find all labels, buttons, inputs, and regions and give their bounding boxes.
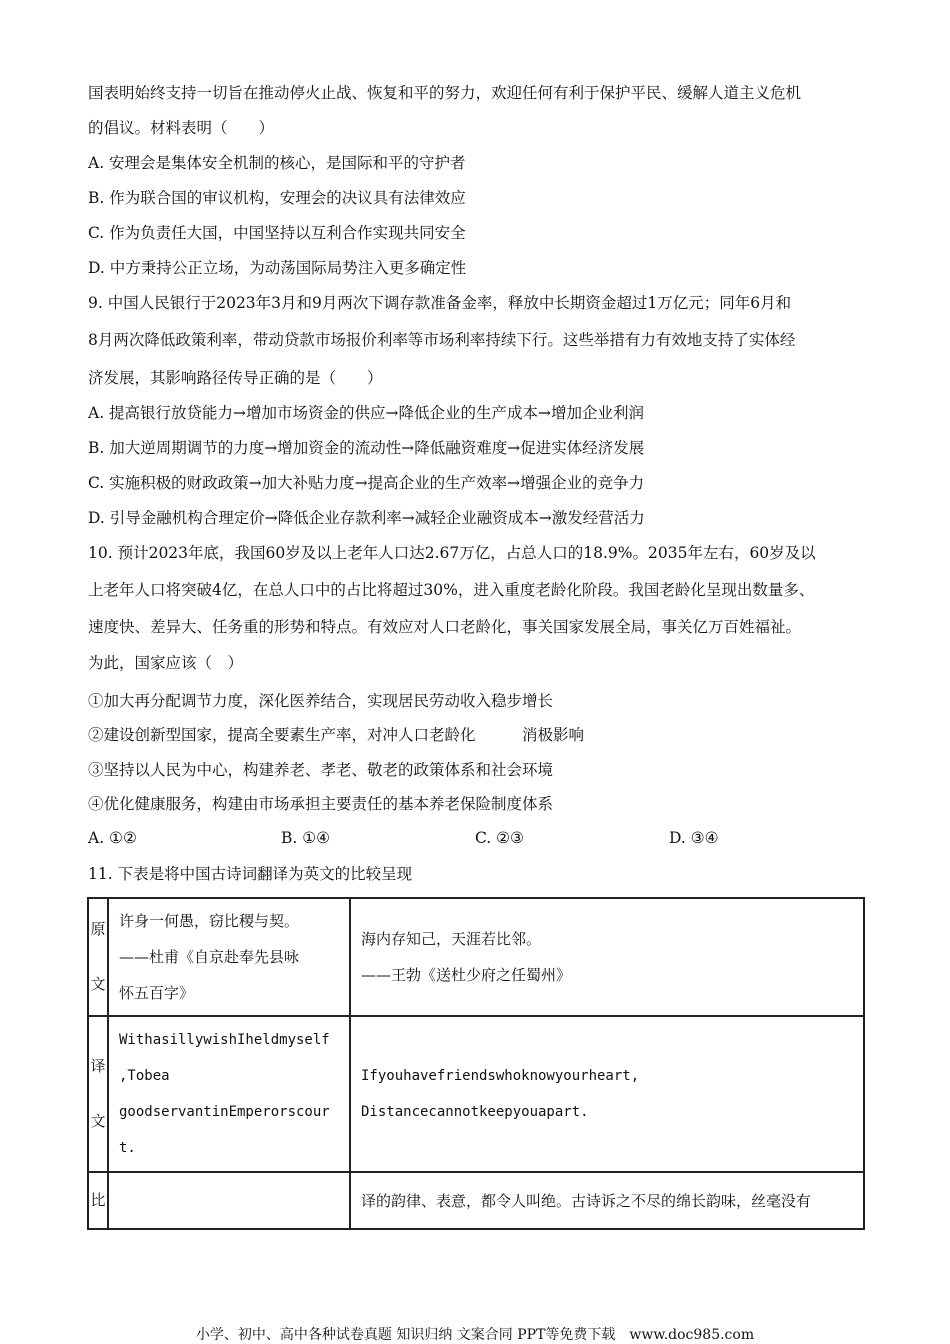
cell-line: ——王勃《送杜少府之任蜀州》 bbox=[361, 966, 572, 984]
table-row-translation bbox=[88, 1016, 864, 1172]
table-cell bbox=[350, 1016, 864, 1172]
cell-line: WithasillywishIheldmyself bbox=[119, 1032, 330, 1048]
cell-line: t. bbox=[119, 1140, 136, 1156]
q9-option-d: D. 引导金融机构合理定价→降低企业存款利率→减轻企业融资成本→激发经营活力 bbox=[88, 509, 645, 527]
q10-text-line: 上老年人口将突破4亿，在总人口中的占比将超过30%，进入重度老龄化阶段。我国老龄化呈现出数量多、 bbox=[88, 581, 815, 599]
q9-text-line: 济发展，其影响路径传导正确的是（ ） bbox=[88, 369, 383, 387]
q10-statement-4: ④优化健康服务，构建由市场承担主要责任的基本养老保险制度体系 bbox=[88, 795, 554, 813]
table-cell bbox=[350, 898, 864, 1016]
q9-option-b: B. 加大逆周期调节的力度→增加资金的流动性→降低融资难度→促进实体经济发展 bbox=[88, 439, 645, 457]
table-cell bbox=[108, 1016, 350, 1172]
q9-option-c: C. 实施积极的财政政策→加大补贴力度→提高企业的生产效率→增强企业的竞争力 bbox=[88, 474, 645, 492]
cell-line: goodservantinEmperorscour bbox=[119, 1104, 330, 1120]
q8-text-line: 国表明始终支持一切旨在推动停火止战、恢复和平的努力，欢迎任何有利于保护平民、缓解人道主义危机 bbox=[88, 84, 802, 102]
row-header: 译文 bbox=[88, 1016, 108, 1172]
q9-option-a: A. 提高银行放贷能力→增加市场资金的供应→降低企业的生产成本→增加企业利润 bbox=[88, 404, 645, 422]
cell-line: Distancecannotkeepyouapart. bbox=[361, 1104, 589, 1120]
table-cell bbox=[108, 898, 350, 1016]
q10-statement-1: ①加大再分配调节力度，深化医养结合，实现居民劳动收入稳步增长 bbox=[88, 692, 554, 710]
table-cell bbox=[108, 1172, 350, 1229]
cell-line: Ifyouhavefriendswhoknowyourheart, bbox=[361, 1068, 640, 1084]
table-row-comparison bbox=[88, 1172, 864, 1229]
q10-text-line: 为此，国家应该（ ） bbox=[88, 654, 244, 672]
q8-option-a: A. 安理会是集体安全机制的核心，是国际和平的守护者 bbox=[88, 154, 466, 172]
q8-option-c: C. 作为负责任大国，中国坚持以互利合作实现共同安全 bbox=[88, 224, 466, 242]
row-header: 比 bbox=[88, 1172, 108, 1229]
q11-title: 11. 下表是将中国古诗词翻译为英文的比较呈现 bbox=[88, 865, 413, 883]
q8-option-d: D. 中方秉持公正立场，为动荡国际局势注入更多确定性 bbox=[88, 259, 467, 277]
q10-option-a: A. ①② bbox=[88, 829, 137, 847]
cell-line: 怀五百字》 bbox=[119, 984, 195, 1002]
cell-line: 海内存知己，天涯若比邻。 bbox=[361, 930, 542, 948]
q10-option-c: C. ②③ bbox=[475, 829, 524, 847]
q10-option-b: B. ①④ bbox=[281, 829, 331, 847]
q10-option-d: D. ③④ bbox=[669, 829, 719, 847]
q10-text-line: 速度快、差异大、任务重的形势和特点。有效应对人口老龄化，事关国家发展全局，事关亿万百姓福祉。 bbox=[88, 618, 802, 636]
q8-option-b: B. 作为联合国的审议机构，安理会的决议具有法律效应 bbox=[88, 189, 466, 207]
cell-line: ——杜甫《自京赴奉先县咏 bbox=[119, 948, 300, 966]
row-header: 原文 bbox=[88, 898, 108, 1016]
q9-text-line: 9. 中国人民银行于2023年3月和9月两次下调存款准备金率，释放中长期资金超过1万亿元；同年6月和 bbox=[88, 294, 792, 312]
q9-text-line: 8月两次降低政策利率，带动贷款市场报价利率等市场利率持续下行。这些举措有力有效地支持了实体经 bbox=[88, 331, 796, 349]
poetry-translation-table bbox=[87, 897, 865, 1230]
table-row-original bbox=[88, 898, 864, 1016]
q10-text-line: 10. 预计2023年底，我国60岁及以上老年人口达2.67万亿，占总人口的18.9%。2035年左右，60岁及以 bbox=[88, 544, 816, 562]
q8-text-line: 的倡议。材料表明（ ） bbox=[88, 119, 275, 137]
q10-statement-2: ②建设创新型国家，提高全要素生产率，对冲人口老龄化 消极影响 bbox=[88, 726, 585, 744]
q10-statement-3: ③坚持以人民为中心，构建养老、孝老、敬老的政策体系和社会环境 bbox=[88, 761, 554, 779]
table-cell: 译的韵律、表意，都令人叫绝。古诗诉之不尽的绵长韵味，丝毫没有 bbox=[350, 1172, 864, 1229]
cell-line: 许身一何愚，窃比稷与契。 bbox=[119, 912, 300, 930]
footer-text: 小学、初中、高中各种试卷真题 知识归纳 文案合同 PPT等免费下载 www.doc985.com bbox=[195, 1327, 755, 1343]
cell-line: ,Tobea bbox=[119, 1068, 170, 1084]
